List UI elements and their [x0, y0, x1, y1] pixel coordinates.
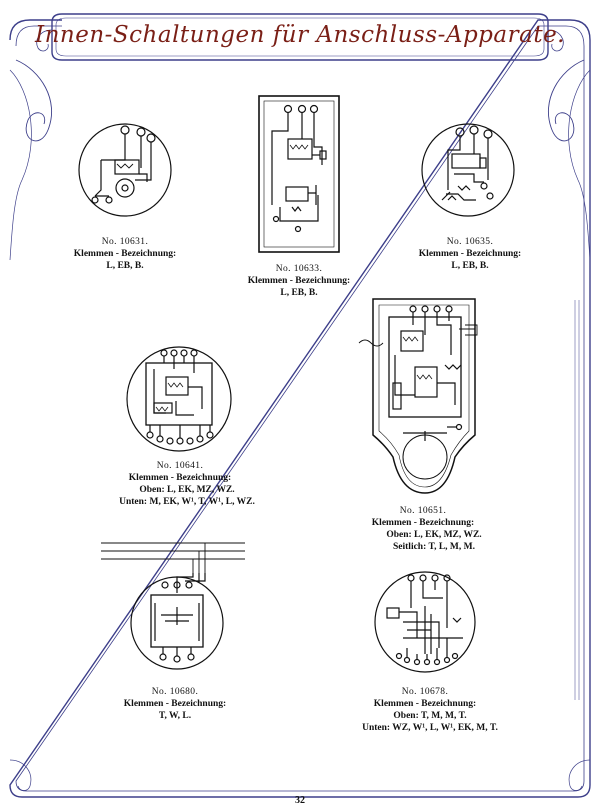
- caption-10678: No. 10678. Klemmen - Bezeichnung: Oben: T, M, M, T. Unten: WZ, W¹, L, W¹, EK, M, T.: [362, 687, 498, 733]
- page-number: 32: [295, 795, 305, 806]
- wiring-diagram-10651: [355, 295, 490, 500]
- wiring-diagram-10631: [75, 120, 175, 220]
- caption-10635: No. 10635. Klemmen - Bezeichnung: L, EB, B.: [418, 237, 522, 271]
- wiring-diagram-10635: [418, 120, 518, 220]
- caption-10633: No. 10633. Klemmen - Bezeichnung: L, EB, B.: [247, 264, 351, 298]
- wiring-diagram-10633: [258, 95, 340, 253]
- caption-10631: No. 10631. Klemmen - Bezeichnung: L, EB, B.: [73, 237, 177, 271]
- caption-10680: No. 10680. Klemmen - Bezeichnung: T, W, L.: [123, 687, 227, 721]
- caption-10641: No. 10641. Klemmen - Bezeichnung: Oben: L, EK, MZ, WZ. Unten: M, EK, W¹, T, W¹, L, WZ.: [119, 461, 255, 507]
- wiring-diagram-10680: [95, 533, 245, 673]
- title-cartouche: [35, 13, 565, 57]
- caption-10651: No. 10651. Klemmen - Bezeichnung: Oben: L, EK, MZ, WZ. Seitlich: T, L, M, M.: [371, 506, 482, 552]
- wiring-diagram-10678: [373, 568, 477, 676]
- page-title: Innen-Schaltungen für Anschluss-Apparate.: [35, 22, 565, 48]
- wiring-diagram-10641: [124, 343, 234, 455]
